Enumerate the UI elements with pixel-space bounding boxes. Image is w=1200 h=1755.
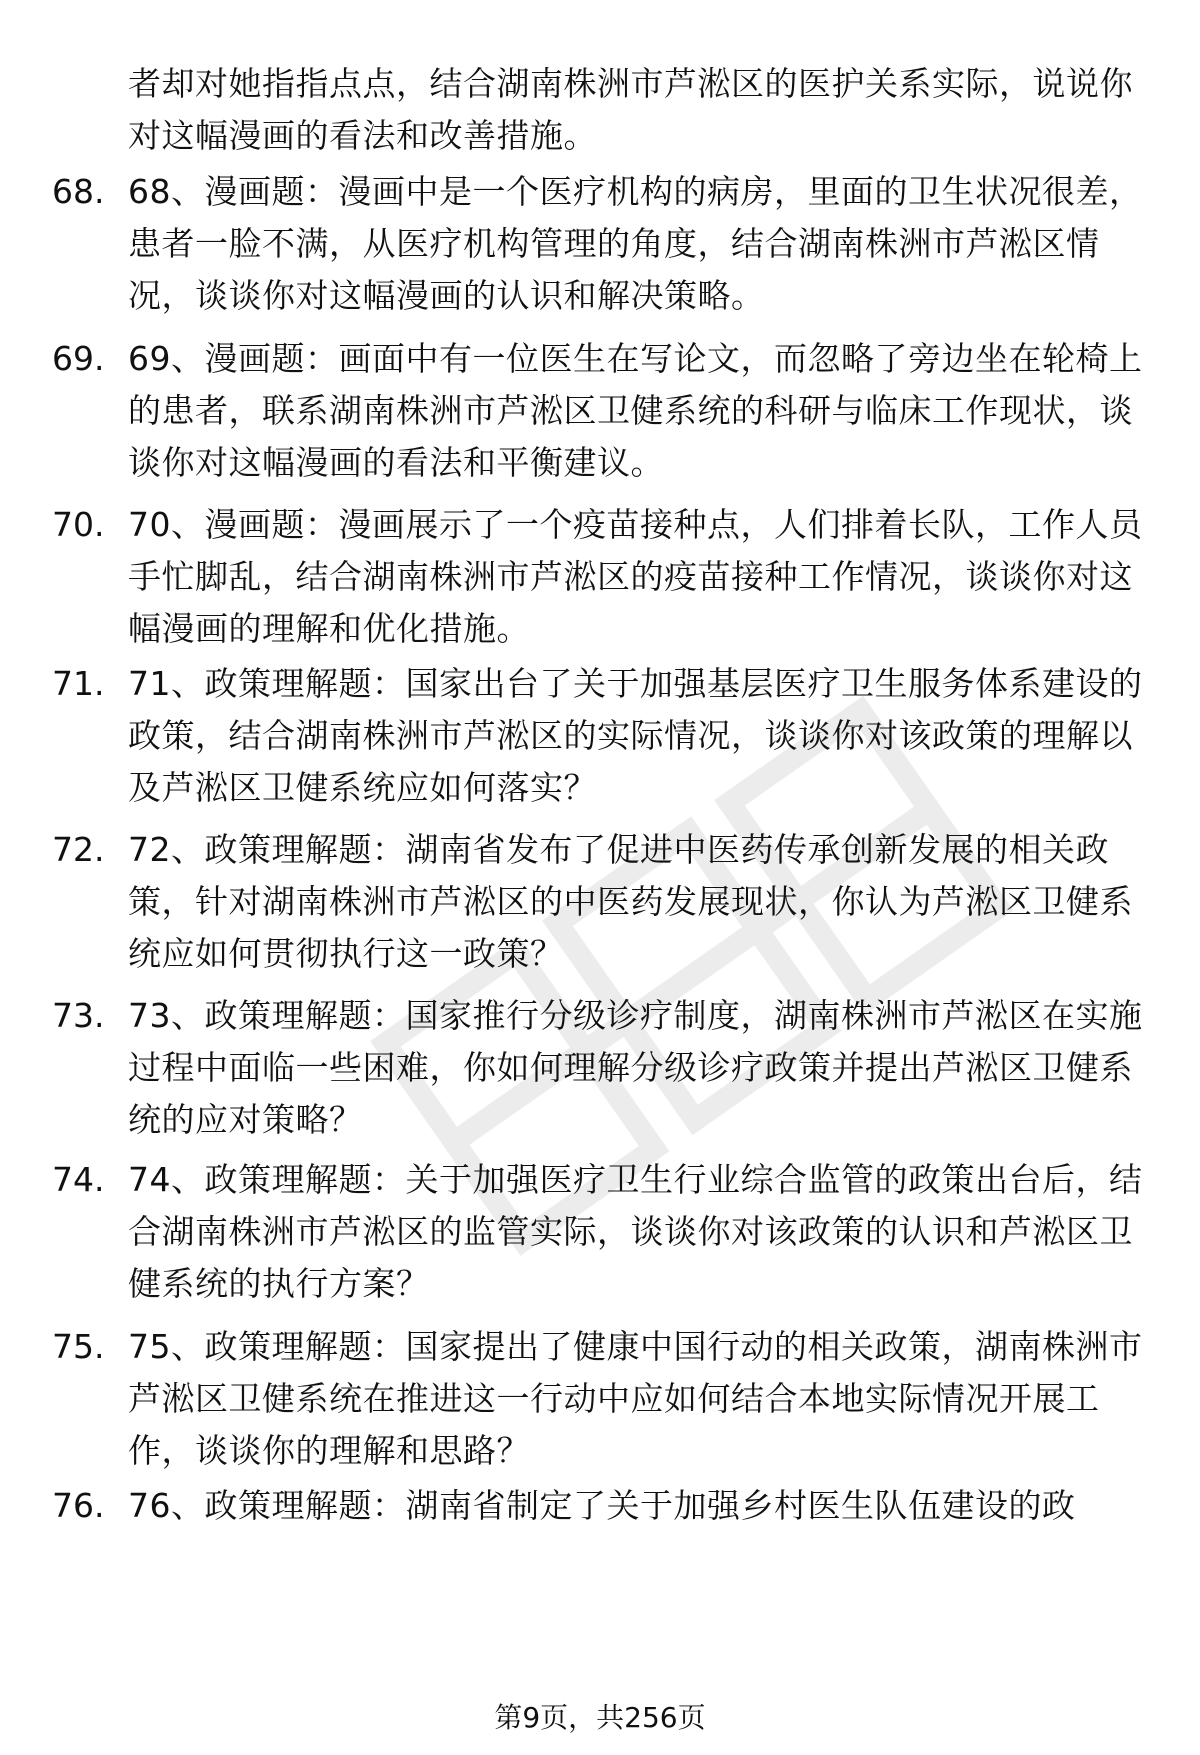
item-number: 72. [52, 830, 105, 869]
item-number: 69. [52, 339, 105, 378]
item-text: 72、政策理解题：湖南省发布了促进中医药传承创新发展的相关政策，针对湖南株洲市芦淞区的中医药发展现状，你认为芦淞区卫健系统应如何贯彻执行这一政策？ [128, 830, 1133, 973]
item-text: 74、政策理解题：关于加强医疗卫生行业综合监管的政策出台后，结合湖南株洲市芦淞区的监管实际，谈谈你对该政策的认识和芦淞区卫健系统的执行方案？ [128, 1160, 1143, 1303]
item-text: 68、漫画题：漫画中是一个医疗机构的病房，里面的卫生状况很差，患者一脸不满，从医疗机构管理的角度，结合湖南株洲市芦淞区情况，谈谈你对这幅漫画的认识和解决策略。 [128, 172, 1143, 315]
item-number: 68. [52, 172, 105, 211]
item-text: 69、漫画题：画面中有一位医生在写论文，而忽略了旁边坐在轮椅上的患者，联系湖南株洲市芦淞区卫健系统的科研与临床工作现状，谈谈你对这幅漫画的看法和平衡建议。 [128, 339, 1143, 482]
item-number: 76. [52, 1486, 105, 1525]
item-text: 71、政策理解题：国家出台了关于加强基层医疗卫生服务体系建设的政策，结合湖南株洲市芦淞区的实际情况，谈谈你对该政策的理解以及芦淞区卫健系统应如何落实？ [128, 664, 1143, 807]
item-number: 70. [52, 505, 105, 544]
item-number: 75. [52, 1327, 105, 1366]
item-number: 73. [52, 996, 105, 1035]
item-text: 73、政策理解题：国家推行分级诊疗制度，湖南株洲市芦淞区在实施过程中面临一些困难，你如何理解分级诊疗政策并提出芦淞区卫健系统的应对策略？ [128, 996, 1143, 1139]
item-number: 71. [52, 664, 105, 703]
item-text: 70、漫画题：漫画展示了一个疫苗接种点，人们排着长队，工作人员手忙脚乱，结合湖南株洲市芦淞区的疫苗接种工作情况，谈谈你对这幅漫画的理解和优化措施。 [128, 505, 1143, 648]
item-text: 76、政策理解题：湖南省制定了关于加强乡村医生队伍建设的政 [128, 1486, 1076, 1525]
item-text: 75、政策理解题：国家提出了健康中国行动的相关政策，湖南株洲市芦淞区卫健系统在推进这一行动中应如何结合本地实际情况开展工作，谈谈你的理解和思路？ [128, 1327, 1143, 1470]
page-footer: 第9页，共256页 [494, 1701, 706, 1734]
item-number: 74. [52, 1160, 105, 1199]
continuation-text: 者却对她指指点点，结合湖南株洲市芦淞区的医护关系实际，说说你对这幅漫画的看法和改善措施。 [128, 64, 1133, 155]
